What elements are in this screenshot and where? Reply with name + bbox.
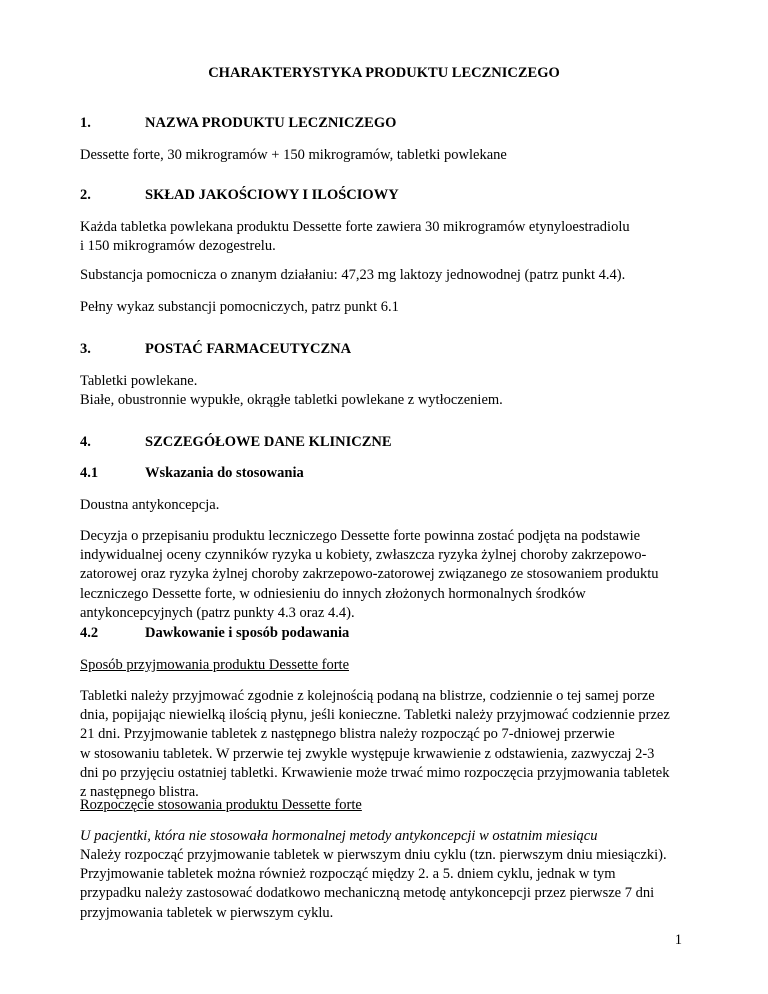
section-3-paragraph: Tabletki powlekane. Białe, obustronnie wypukłe, okrągłe tabletki powlekane z wytłoczeniem. [80,373,503,409]
section-3-number: 3. [80,341,91,357]
section-1-heading: NAZWA PRODUKTU LECZNICZEGO [145,115,397,131]
section-4-2-heading: Dawkowanie i sposób podawania [145,625,350,641]
subheading-administration: Sposób przyjmowania produktu Dessette forte [80,657,350,673]
section-1-number: 1. [80,115,91,131]
section-4-1-paragraph-2: Decyzja o przepisaniu produktu leczniczego Dessette forte powinna zostać podjęta na podstawie indywidualnej oceny czynników ryzyka u kobiety, zwłaszcza ryzyka żylnej choroby zakrzepowo- zatorowej oraz ryzyka żylnej choroby zakrzepowo-zatorowej związanego ze stosowaniem produktu leczniczego Dessette forte, w odniesieniu do innych złożonych hormonalnych środków antykoncepcyjnych (patrz punkty 4.3 oraz 4.4). [80,528,659,621]
document-title: CHARAKTERYSTYKA PRODUKTU LECZNICZEGO [208,65,560,81]
section-2-paragraph-3: Pełny wykaz substancji pomocniczych, patrz punkt 6.1 [80,299,399,315]
section-4-2-paragraph-1: Tabletki należy przyjmować zgodnie z kolejnością podaną na blistrze, codziennie o tej samej porze dnia, popijając niewielką ilością płynu, jeśli konieczne. Tabletki należy przyjmować codziennie przez 21 dni. Przyjmowanie tabletek z następnego blistra należy rozpocząć po 7-dniowej przerwie w stosowaniu tabletek. W przerwie tej zwykle występuje krwawienie z odstawienia, zazwyczaj 2-3 dni po przyjęciu ostatniej tabletki. Krwawienie może trwać mimo rozpoczęcia przyjmowania tabletek z następnego blistra. [80,688,670,801]
section-4-1-number: 4.1 [80,465,99,481]
page-number: 1 [674,932,682,948]
section-4-1-paragraph-1: Doustna antykoncepcja. [80,497,220,513]
section-2-paragraph-2: Substancja pomocnicza o znanym działaniu: 47,23 mg laktozy jednowodnej (patrz punkt 4.4). [80,267,626,283]
section-4-2-number: 4.2 [80,625,99,641]
italic-subheading: U pacjentki, która nie stosowała hormonalnej metody antykoncepcji w ostatnim miesiącu [80,828,598,844]
section-1-text: Dessette forte, 30 mikrogramów + 150 mikrogramów, tabletki powlekane [80,147,507,163]
subheading-starting: Rozpoczęcie stosowania produktu Dessette forte [80,797,362,813]
section-2-number: 2. [80,187,91,203]
section-3-heading: POSTAĆ FARMACEUTYCZNA [145,341,352,357]
section-4-1-heading: Wskazania do stosowania [145,465,304,481]
section-2-heading: SKŁAD JAKOŚCIOWY I ILOŚCIOWY [145,187,399,203]
section-2-paragraph-1: Każda tabletka powlekana produktu Dessette forte zawiera 30 mikrogramów etynyloestradiolu i 150 mikrogramów dezogestrelu. [80,219,630,255]
section-4-2-paragraph-2: Należy rozpocząć przyjmowanie tabletek w pierwszym dniu cyklu (tzn. pierwszym dniu miesiączki). Przyjmowanie tabletek można również rozpocząć między 2. a 5. dniem cyklu, jednak w tym przypadku należy zastosować dodatkowo mechaniczną metodę antykoncepcji przez pierwsze 7 dni przyjmowania tabletek w pierwszym cyklu. [80,847,667,921]
section-4-number: 4. [80,434,91,450]
section-4-heading: SZCZEGÓŁOWE DANE KLINICZNE [145,434,392,450]
